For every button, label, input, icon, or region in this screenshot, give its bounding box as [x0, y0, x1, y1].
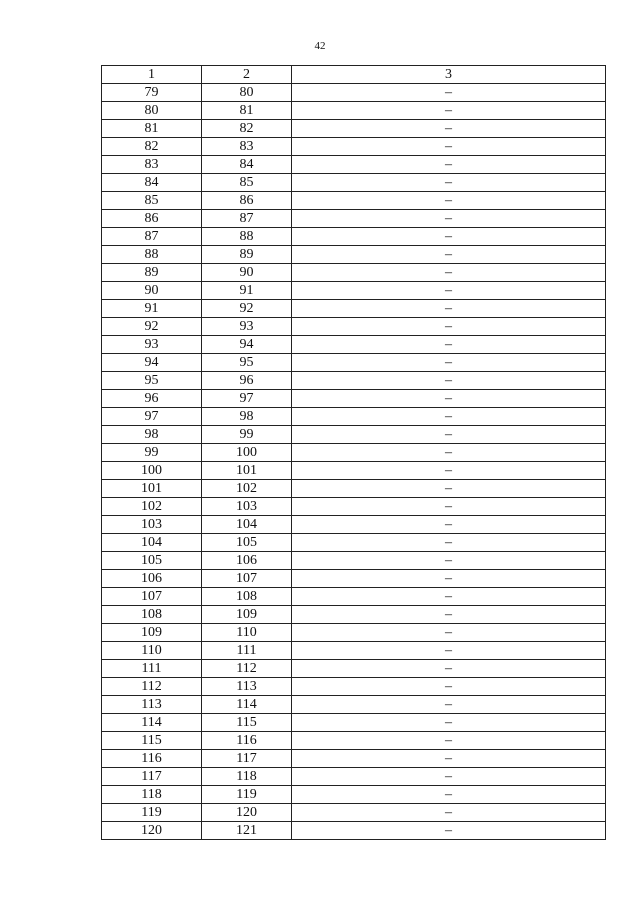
table-cell-col-1: 99 [102, 444, 202, 462]
table-cell-col-3: – [292, 84, 606, 102]
table-cell-col-2: 106 [202, 552, 292, 570]
table-cell-col-2: 113 [202, 678, 292, 696]
table-cell-col-3: – [292, 444, 606, 462]
table-cell-col-1: 100 [102, 462, 202, 480]
table-row [102, 138, 606, 156]
table-cell-col-3: – [292, 480, 606, 498]
table-cell-col-1: 91 [102, 300, 202, 318]
table-cell-col-1: 94 [102, 354, 202, 372]
table-row [102, 768, 606, 786]
table-row [102, 462, 606, 480]
table-cell-col-2: 107 [202, 570, 292, 588]
table-cell-col-1: 103 [102, 516, 202, 534]
table-cell-col-3: – [292, 282, 606, 300]
table-cell-col-3: – [292, 678, 606, 696]
table-cell-col-1: 113 [102, 696, 202, 714]
table-row [102, 354, 606, 372]
table-cell-col-2: 92 [202, 300, 292, 318]
table-cell-col-1: 93 [102, 336, 202, 354]
table-cell-col-2: 91 [202, 282, 292, 300]
table-cell-col-3: – [292, 696, 606, 714]
table-cell-col-1: 115 [102, 732, 202, 750]
table-cell-col-3: – [292, 228, 606, 246]
table-cell-col-1: 120 [102, 822, 202, 840]
column-header-3: 3 [292, 66, 606, 84]
table-cell-col-2: 109 [202, 606, 292, 624]
table-cell-col-1: 85 [102, 192, 202, 210]
table-cell-col-1: 81 [102, 120, 202, 138]
table-cell-col-3: – [292, 354, 606, 372]
table-cell-col-1: 108 [102, 606, 202, 624]
table-cell-col-2: 102 [202, 480, 292, 498]
column-header-2: 2 [202, 66, 292, 84]
table-cell-col-1: 101 [102, 480, 202, 498]
table-row [102, 192, 606, 210]
table-cell-col-1: 107 [102, 588, 202, 606]
table-row [102, 210, 606, 228]
table-cell-col-1: 112 [102, 678, 202, 696]
table-row [102, 804, 606, 822]
table-cell-col-3: – [292, 174, 606, 192]
table-cell-col-1: 111 [102, 660, 202, 678]
table-row [102, 300, 606, 318]
table-row [102, 786, 606, 804]
table-cell-col-3: – [292, 552, 606, 570]
table-row [102, 516, 606, 534]
table-row [102, 426, 606, 444]
table-row [102, 750, 606, 768]
table-row [102, 372, 606, 390]
table-cell-col-3: – [292, 516, 606, 534]
table-cell-col-3: – [292, 570, 606, 588]
table-row [102, 624, 606, 642]
table-cell-col-3: – [292, 714, 606, 732]
table-cell-col-2: 89 [202, 246, 292, 264]
table-row [102, 678, 606, 696]
table-cell-col-1: 105 [102, 552, 202, 570]
table-cell-col-1: 86 [102, 210, 202, 228]
table-cell-col-2: 105 [202, 534, 292, 552]
table-cell-col-3: – [292, 336, 606, 354]
table-cell-col-3: – [292, 732, 606, 750]
table-cell-col-1: 96 [102, 390, 202, 408]
table-cell-col-2: 90 [202, 264, 292, 282]
table-cell-col-1: 104 [102, 534, 202, 552]
table-cell-col-3: – [292, 210, 606, 228]
table-row [102, 174, 606, 192]
table-row [102, 336, 606, 354]
table-cell-col-3: – [292, 156, 606, 174]
table-cell-col-2: 97 [202, 390, 292, 408]
table-row [102, 606, 606, 624]
table-cell-col-2: 120 [202, 804, 292, 822]
table-cell-col-3: – [292, 408, 606, 426]
table-cell-col-3: – [292, 750, 606, 768]
table-row [102, 264, 606, 282]
table-cell-col-2: 118 [202, 768, 292, 786]
table-cell-col-3: – [292, 372, 606, 390]
table-cell-col-3: – [292, 534, 606, 552]
table-cell-col-1: 106 [102, 570, 202, 588]
table-cell-col-1: 97 [102, 408, 202, 426]
table-cell-col-2: 100 [202, 444, 292, 462]
table-cell-col-2: 87 [202, 210, 292, 228]
table-cell-col-2: 117 [202, 750, 292, 768]
table-cell-col-3: – [292, 804, 606, 822]
table-cell-col-2: 112 [202, 660, 292, 678]
table-cell-col-2: 121 [202, 822, 292, 840]
table-row [102, 534, 606, 552]
table-cell-col-2: 82 [202, 120, 292, 138]
table-cell-col-2: 98 [202, 408, 292, 426]
table-cell-col-2: 103 [202, 498, 292, 516]
table-row [102, 570, 606, 588]
table-cell-col-2: 86 [202, 192, 292, 210]
table-cell-col-2: 119 [202, 786, 292, 804]
table-cell-col-1: 82 [102, 138, 202, 156]
table-cell-col-1: 102 [102, 498, 202, 516]
data-table [101, 65, 606, 840]
table-cell-col-1: 80 [102, 102, 202, 120]
table-cell-col-1: 84 [102, 174, 202, 192]
table-cell-col-2: 116 [202, 732, 292, 750]
table-cell-col-1: 87 [102, 228, 202, 246]
table-cell-col-1: 90 [102, 282, 202, 300]
table-cell-col-2: 115 [202, 714, 292, 732]
table-cell-col-3: – [292, 642, 606, 660]
table-row [102, 156, 606, 174]
table-cell-col-1: 116 [102, 750, 202, 768]
table-row [102, 84, 606, 102]
table-cell-col-1: 98 [102, 426, 202, 444]
table-cell-col-2: 94 [202, 336, 292, 354]
table-cell-col-3: – [292, 624, 606, 642]
table-row [102, 498, 606, 516]
table-cell-col-3: – [292, 192, 606, 210]
table-row [102, 102, 606, 120]
table-cell-col-3: – [292, 786, 606, 804]
table-cell-col-2: 83 [202, 138, 292, 156]
table-cell-col-3: – [292, 120, 606, 138]
table-cell-col-2: 114 [202, 696, 292, 714]
table-cell-col-1: 114 [102, 714, 202, 732]
table-row [102, 246, 606, 264]
table-cell-col-1: 89 [102, 264, 202, 282]
table-body [102, 84, 606, 840]
table-cell-col-1: 88 [102, 246, 202, 264]
table-cell-col-3: – [292, 822, 606, 840]
table-row [102, 408, 606, 426]
table-cell-col-3: – [292, 102, 606, 120]
table-cell-col-1: 83 [102, 156, 202, 174]
table-row [102, 714, 606, 732]
table-cell-col-2: 101 [202, 462, 292, 480]
table-cell-col-2: 93 [202, 318, 292, 336]
table-cell-col-2: 104 [202, 516, 292, 534]
table-cell-col-1: 110 [102, 642, 202, 660]
table-row [102, 696, 606, 714]
table-row [102, 822, 606, 840]
table-cell-col-1: 117 [102, 768, 202, 786]
table-cell-col-2: 108 [202, 588, 292, 606]
table-row [102, 660, 606, 678]
page-number: 42 [314, 40, 326, 52]
table-cell-col-3: – [292, 660, 606, 678]
table-cell-col-3: – [292, 462, 606, 480]
column-header-1: 1 [102, 66, 202, 84]
table-cell-col-3: – [292, 300, 606, 318]
table-cell-col-2: 84 [202, 156, 292, 174]
table-header-row [102, 66, 606, 84]
table-row [102, 282, 606, 300]
table-row [102, 480, 606, 498]
table-cell-col-2: 80 [202, 84, 292, 102]
table-cell-col-3: – [292, 498, 606, 516]
table-row [102, 120, 606, 138]
table-cell-col-2: 85 [202, 174, 292, 192]
table-cell-col-1: 109 [102, 624, 202, 642]
table-row [102, 444, 606, 462]
table-cell-col-1: 118 [102, 786, 202, 804]
table-cell-col-3: – [292, 246, 606, 264]
table-cell-col-3: – [292, 264, 606, 282]
table-row [102, 642, 606, 660]
table-row [102, 588, 606, 606]
table-cell-col-3: – [292, 390, 606, 408]
table-cell-col-2: 88 [202, 228, 292, 246]
table-row [102, 318, 606, 336]
table-cell-col-3: – [292, 606, 606, 624]
table-cell-col-2: 99 [202, 426, 292, 444]
table-cell-col-1: 119 [102, 804, 202, 822]
table-cell-col-2: 95 [202, 354, 292, 372]
table-cell-col-3: – [292, 138, 606, 156]
table-cell-col-2: 96 [202, 372, 292, 390]
table-cell-col-2: 111 [202, 642, 292, 660]
table-cell-col-3: – [292, 318, 606, 336]
table-cell-col-2: 110 [202, 624, 292, 642]
table-cell-col-1: 79 [102, 84, 202, 102]
table-cell-col-1: 95 [102, 372, 202, 390]
table-cell-col-3: – [292, 588, 606, 606]
table-row [102, 390, 606, 408]
table-cell-col-3: – [292, 768, 606, 786]
table-cell-col-2: 81 [202, 102, 292, 120]
table-cell-col-3: – [292, 426, 606, 444]
table-row [102, 552, 606, 570]
table-row [102, 732, 606, 750]
table-row [102, 228, 606, 246]
table-cell-col-1: 92 [102, 318, 202, 336]
